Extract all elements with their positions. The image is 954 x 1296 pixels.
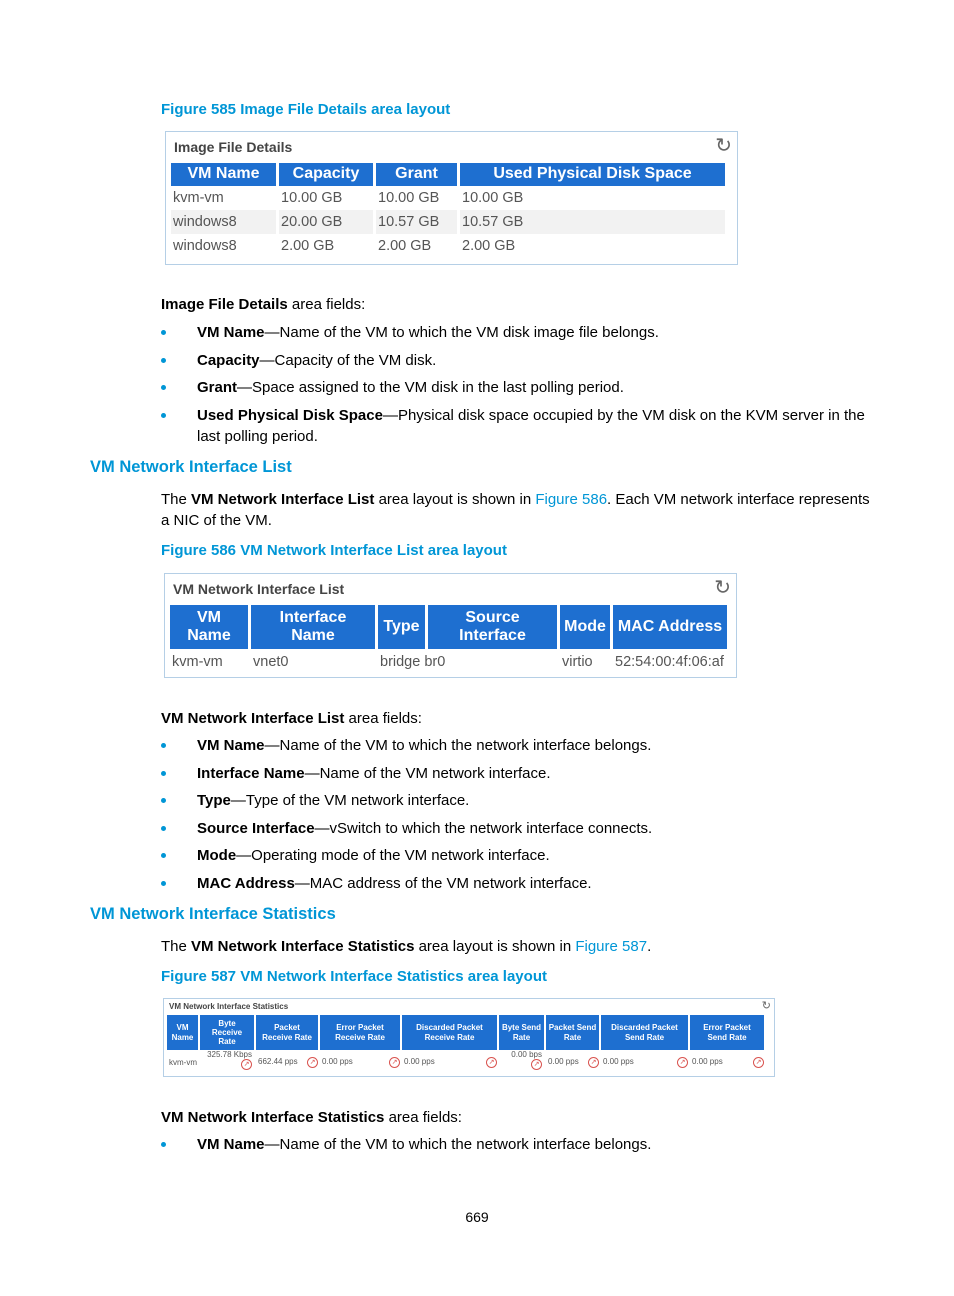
cell xyxy=(402,1050,497,1074)
bullet-icon xyxy=(161,743,166,748)
cell: 52:54:00:4f:06:af xyxy=(615,653,724,670)
header-line: Name xyxy=(171,1032,194,1042)
term: VM Name xyxy=(197,737,265,754)
panel-title: Image File Details xyxy=(174,139,293,155)
chart-icon[interactable]: ↗ xyxy=(531,1059,542,1070)
text: . Each VM network interface represents a NIC of the VM. xyxy=(161,491,870,529)
figure-586-caption: Figure 586 VM Network Interface List area layout xyxy=(161,542,507,559)
chart-icon[interactable]: ↗ xyxy=(241,1059,252,1070)
list-item xyxy=(161,405,871,447)
bullet-icon xyxy=(161,413,166,418)
cell xyxy=(499,1050,544,1074)
header-line: Send Rate xyxy=(707,1032,747,1042)
header-line: MAC Address xyxy=(617,617,723,635)
desc: —Type of the VM network interface. xyxy=(230,792,470,809)
text: The xyxy=(161,491,192,508)
vm-network-interface-list-panel xyxy=(164,573,737,678)
term: Type xyxy=(197,792,231,809)
cell: 10.00 GB xyxy=(281,190,343,206)
bullet-icon xyxy=(161,771,166,776)
intro-rest: area fields: xyxy=(344,710,422,727)
cell: 10.57 GB xyxy=(460,210,725,234)
term: Used Physical Disk Space xyxy=(197,406,383,424)
table-row[interactable] xyxy=(171,234,725,258)
desc: —Name of the VM network interface. xyxy=(304,764,551,782)
desc: —Operating mode of the VM network interface. xyxy=(236,847,550,864)
cell-value: 0.00 pps xyxy=(548,1056,579,1066)
vm-network-interface-list-table xyxy=(167,605,730,674)
header-line: Discarded Packet xyxy=(416,1023,483,1033)
chart-icon[interactable]: ↗ xyxy=(307,1057,318,1068)
chart-icon[interactable]: ↗ xyxy=(753,1057,764,1068)
list-item xyxy=(161,790,871,811)
header-line: Byte Send xyxy=(501,1023,542,1033)
col-packet-send-rate[interactable] xyxy=(546,1015,599,1050)
term: VM Name xyxy=(197,1136,265,1153)
table-row[interactable] xyxy=(171,186,725,210)
cell xyxy=(690,1050,764,1074)
figure-587-caption: Figure 587 VM Network Interface Statistics area layout xyxy=(161,968,547,985)
col-discarded-packet-send-rate[interactable] xyxy=(601,1015,688,1050)
refresh-icon[interactable]: ↻ xyxy=(761,1000,771,1012)
col-vm-name[interactable]: VM Name xyxy=(171,163,276,186)
table-row[interactable] xyxy=(171,210,725,234)
header-line: Rate xyxy=(563,1032,582,1042)
cell xyxy=(256,1050,318,1074)
col-vm-name[interactable] xyxy=(167,1015,198,1050)
list-item xyxy=(161,350,871,371)
cell: 2.00 GB xyxy=(462,238,516,254)
cell: kvm-vm xyxy=(172,653,223,670)
intro-rest: area fields: xyxy=(384,1109,462,1126)
table-row[interactable] xyxy=(170,649,727,674)
term: MAC Address xyxy=(197,874,295,892)
text: area layout is shown in xyxy=(374,491,536,508)
figure-586-link[interactable]: Figure 586 xyxy=(535,491,608,508)
cell: kvm-vm xyxy=(173,190,224,206)
col-error-packet-receive-rate[interactable] xyxy=(320,1015,400,1050)
nic-stats-fields-list xyxy=(161,1134,871,1162)
panel-title: VM Network Interface Statistics xyxy=(169,1002,289,1011)
term: VM Name xyxy=(197,324,265,341)
header-line: VM xyxy=(197,608,221,626)
image-fields-intro xyxy=(161,294,365,315)
cell: 20.00 GB xyxy=(279,210,373,234)
col-grant[interactable]: Grant xyxy=(376,163,457,186)
desc: —Name of the VM to which the network interface belongs. xyxy=(264,1136,652,1153)
bullet-icon xyxy=(161,1142,166,1147)
cell-value: 0.00 bps xyxy=(511,1050,542,1059)
image-file-details-table xyxy=(168,163,728,258)
term: Source Interface xyxy=(197,819,315,837)
intro-bold: Image File Details xyxy=(161,296,288,313)
chart-icon[interactable]: ↗ xyxy=(677,1057,688,1068)
cell: windows8 xyxy=(171,210,276,234)
intro-bold: VM Network Interface List xyxy=(161,710,345,727)
col-type[interactable] xyxy=(378,605,425,649)
desc: —Physical disk space occupied by the VM disk on the KVM server in the last polling period. xyxy=(197,406,865,445)
header-line: Packet xyxy=(274,1023,300,1033)
cell: 2.00 GB xyxy=(378,238,432,254)
cell: 2.00 GB xyxy=(281,238,335,254)
header-line: Send Rate xyxy=(624,1032,665,1042)
table-row[interactable] xyxy=(167,1050,764,1074)
refresh-icon[interactable]: ↻ xyxy=(714,577,731,599)
cell-value: 0.00 pps xyxy=(404,1056,435,1066)
bullet-icon xyxy=(161,826,166,831)
list-item xyxy=(161,845,871,866)
header-line: Name xyxy=(291,627,335,644)
header-line: Mode xyxy=(564,617,606,635)
header-line: Error Packet xyxy=(336,1023,384,1033)
page-number: 669 xyxy=(465,1209,489,1225)
cell: bridge br0 xyxy=(380,653,446,670)
col-capacity[interactable]: Capacity xyxy=(279,163,373,186)
desc: —Name of the VM to which the network interface belongs. xyxy=(264,737,652,754)
col-used-physical-disk-space[interactable]: Used Physical Disk Space xyxy=(460,163,725,186)
cell: 10.00 GB xyxy=(378,190,440,206)
col-error-packet-send-rate[interactable] xyxy=(690,1015,764,1050)
cell-value: 662.44 pps xyxy=(258,1056,298,1066)
text: The xyxy=(161,938,192,955)
header-line: Receive Rate xyxy=(262,1032,312,1042)
header-line: Discarded Packet xyxy=(611,1023,678,1033)
col-discarded-packet-receive-rate[interactable] xyxy=(402,1015,497,1050)
cell xyxy=(601,1050,688,1074)
cell xyxy=(320,1050,400,1074)
list-item xyxy=(161,377,871,398)
text: area layout is shown in xyxy=(414,938,576,955)
cell: kvm-vm xyxy=(169,1057,197,1067)
header-line: Packet Send xyxy=(548,1023,597,1033)
cell: vnet0 xyxy=(253,653,289,670)
intro-rest: area fields: xyxy=(287,296,366,313)
term: Interface Name xyxy=(197,764,305,782)
cell-value: 0.00 pps xyxy=(322,1056,353,1066)
desc: —Name of the VM to which the VM disk image file belongs. xyxy=(264,324,659,341)
nic-list-fields-intro xyxy=(161,708,422,729)
nic-list-paragraph xyxy=(161,489,871,531)
col-byte-send-rate[interactable] xyxy=(499,1015,544,1050)
text-bold: VM Network Interface List xyxy=(191,491,375,508)
col-source-interface[interactable] xyxy=(428,605,557,649)
section-heading-nic-list: VM Network Interface List xyxy=(90,458,292,476)
text: . xyxy=(647,938,652,955)
header-line: Rate xyxy=(512,1032,531,1042)
cell: windows8 xyxy=(173,238,237,254)
col-mode[interactable] xyxy=(560,605,610,649)
nic-stats-paragraph xyxy=(161,936,871,957)
header-line: VM xyxy=(176,1023,189,1033)
vm-network-interface-statistics-table xyxy=(165,1015,766,1074)
nic-list-fields-list xyxy=(161,735,871,900)
bullet-icon xyxy=(161,330,166,335)
cell: 10.00 GB xyxy=(462,190,524,206)
nic-stats-fields-intro xyxy=(161,1107,462,1128)
image-file-details-panel xyxy=(165,131,738,265)
figure-587-link[interactable]: Figure 587 xyxy=(575,938,648,955)
header-line: Receive Rate xyxy=(335,1032,385,1042)
section-heading-nic-stats: VM Network Interface Statistics xyxy=(90,905,336,923)
chart-icon[interactable]: ↗ xyxy=(486,1057,497,1068)
header-line: Error Packet xyxy=(703,1023,751,1033)
bullet-icon xyxy=(161,358,166,363)
term: Capacity xyxy=(197,351,260,369)
term: Mode xyxy=(197,847,237,864)
cell xyxy=(546,1050,599,1074)
col-packet-receive-rate[interactable] xyxy=(256,1015,318,1050)
cell-value: 325.78 Kbps xyxy=(207,1050,252,1059)
header-line: Receive Rate xyxy=(424,1032,475,1042)
list-item xyxy=(161,873,871,894)
desc: —vSwitch to which the network interface connects. xyxy=(314,819,653,837)
cell xyxy=(200,1050,254,1074)
chart-icon[interactable]: ↗ xyxy=(389,1057,400,1068)
col-byte-receive-rate[interactable] xyxy=(200,1015,254,1050)
desc: —MAC address of the VM network interface. xyxy=(294,874,592,892)
header-line: Source xyxy=(465,608,520,626)
header-line: Type xyxy=(383,617,420,635)
image-fields-list xyxy=(161,322,871,453)
bullet-icon xyxy=(161,385,166,390)
term: Grant xyxy=(197,379,238,396)
header-line: Interface xyxy=(459,627,526,644)
bullet-icon xyxy=(161,798,166,803)
desc: —Space assigned to the VM disk in the last polling period. xyxy=(237,379,624,396)
header-line: Name xyxy=(187,627,231,644)
col-mac-address[interactable] xyxy=(613,605,727,649)
cell-value: 0.00 pps xyxy=(692,1056,723,1066)
text-bold: VM Network Interface Statistics xyxy=(191,938,415,955)
bullet-icon xyxy=(161,881,166,886)
desc: —Capacity of the VM disk. xyxy=(259,351,437,369)
header-line: Byte xyxy=(218,1018,236,1028)
intro-bold: VM Network Interface Statistics xyxy=(161,1109,385,1126)
col-interface-name[interactable] xyxy=(251,605,375,649)
list-item xyxy=(161,322,871,343)
figure-585-caption: Figure 585 Image File Details area layout xyxy=(161,101,451,118)
refresh-icon[interactable]: ↻ xyxy=(715,135,732,157)
list-item xyxy=(161,818,871,839)
cell: virtio xyxy=(562,653,593,670)
chart-icon[interactable]: ↗ xyxy=(588,1057,599,1068)
header-line: Rate xyxy=(218,1037,236,1047)
panel-title: VM Network Interface List xyxy=(173,581,345,597)
header-line: Receive xyxy=(211,1027,243,1037)
list-item xyxy=(161,735,871,756)
list-item xyxy=(161,1134,871,1155)
col-vm-name[interactable] xyxy=(170,605,248,649)
cell-value: 0.00 pps xyxy=(603,1056,634,1066)
cell: 10.57 GB xyxy=(376,210,457,234)
vm-network-interface-statistics-panel xyxy=(163,998,775,1077)
list-item xyxy=(161,763,871,784)
header-line: Interface xyxy=(279,608,347,626)
bullet-icon xyxy=(161,853,166,858)
